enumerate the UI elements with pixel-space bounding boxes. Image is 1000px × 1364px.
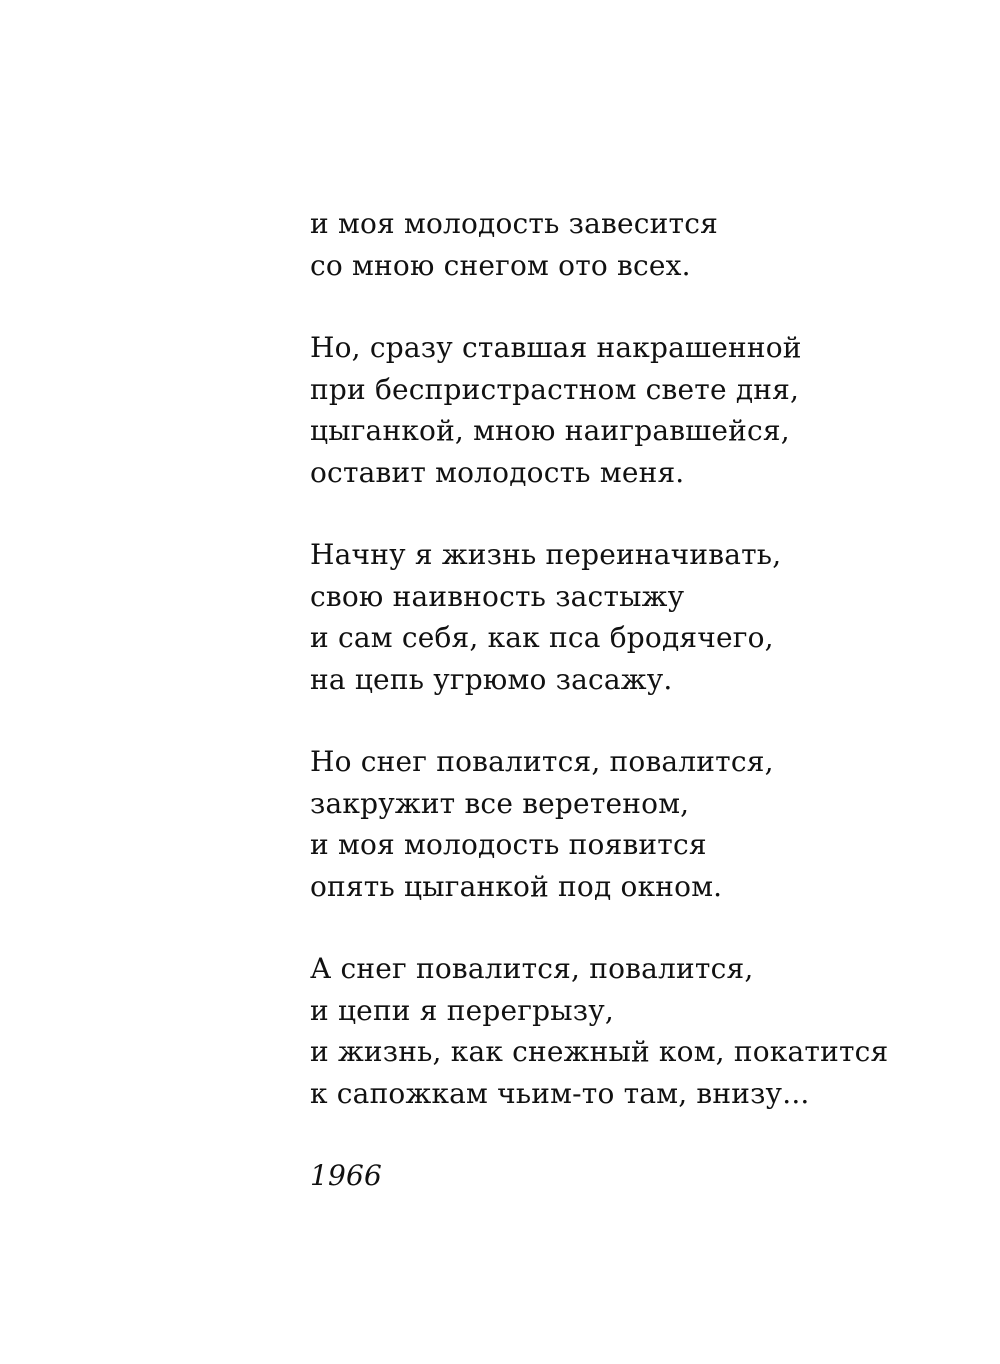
poem-line: закружит все веретеном, <box>310 786 690 820</box>
poem-line: Но, сразу ставшая накрашенной <box>310 331 802 364</box>
poem-line: цыганкой, мною наигравшейся, <box>310 414 790 447</box>
poem-line: на цепь угрюмо засажу. <box>310 662 673 696</box>
poem-line: свою наивность застыжу <box>310 579 685 613</box>
stanza <box>310 327 950 493</box>
poem-line: оставит молодость меня. <box>310 455 685 489</box>
poem-line: и сам себя, как пса бродячего, <box>310 621 774 654</box>
poem-line: Но снег повалится, повалится, <box>310 745 774 778</box>
poem-line: со мною снегом ото всех. <box>310 248 691 282</box>
poem-line: опять цыганкой под окном. <box>310 869 723 903</box>
poem-line: и жизнь, как снежный ком, покатится <box>310 1035 889 1068</box>
poem-line: и моя молодость появится <box>310 828 707 861</box>
poem-year: 1966 <box>310 1159 383 1192</box>
poem-line: и цепи я перегрызу, <box>310 993 614 1027</box>
poem-line: при беспристрастном свете дня, <box>310 372 800 406</box>
poem-line: А снег повалится, повалится, <box>310 952 754 985</box>
poem-line: Начну я жизнь переиначивать, <box>310 538 782 571</box>
stanza <box>310 948 950 1114</box>
poem-line: и моя молодость завесится <box>310 207 718 240</box>
poem-line: к сапожкам чьим-то там, внизу... <box>310 1076 810 1110</box>
stanza <box>310 203 950 286</box>
poem-text <box>310 203 950 1197</box>
stanza <box>310 741 950 907</box>
stanza <box>310 534 950 700</box>
